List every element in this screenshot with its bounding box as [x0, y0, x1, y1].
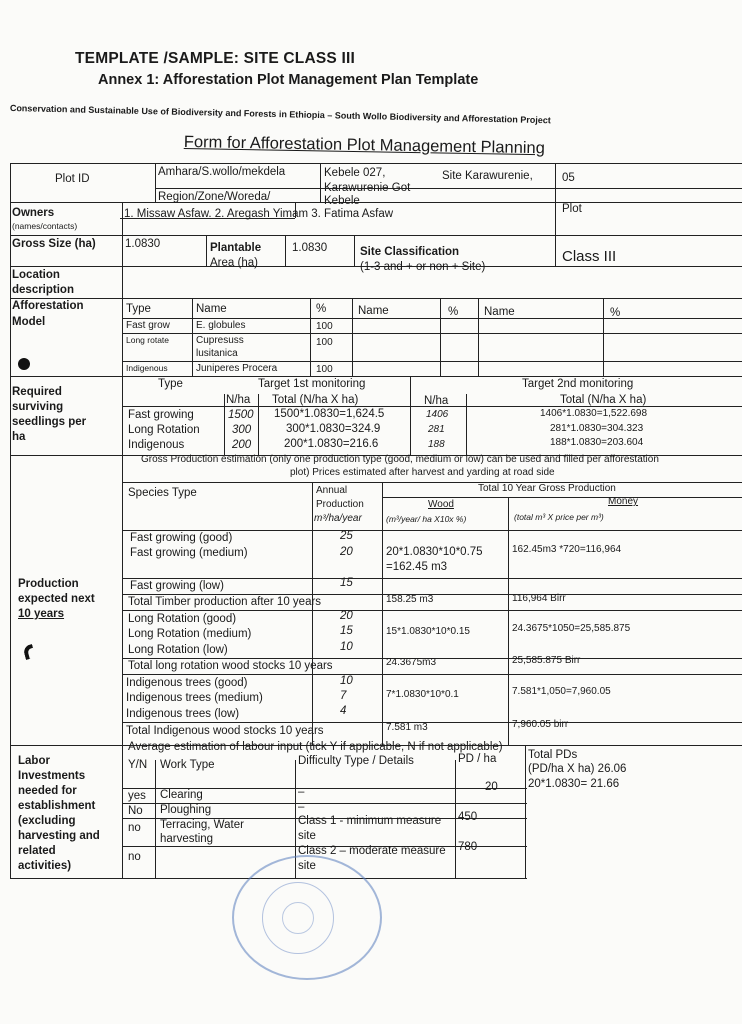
- production-row-money: 25,585.875 Birr: [512, 655, 581, 666]
- model-label: Afforestation: [12, 300, 84, 312]
- production-row-species: Long Rotation (medium): [128, 628, 252, 640]
- rule: [555, 235, 556, 266]
- production-row-annual: 20: [340, 610, 353, 622]
- production-row-money: 7.581*1,050=7,960.05: [512, 686, 611, 697]
- seedlings-row-t2: 1406*1.0830=1,522.698: [540, 408, 648, 419]
- seedlings-row-t1: 1500*1.0830=1,624.5: [274, 408, 385, 420]
- production-row-species: Fast growing (low): [130, 580, 224, 592]
- rule: [122, 361, 742, 362]
- rule: [525, 745, 526, 878]
- annex-heading: Annex 1: Afforestation Plot Management Plan Template: [98, 72, 479, 88]
- production-row-species: Total long rotation wood stocks 10 years: [128, 660, 333, 672]
- production-row-wood: 158.25 m3: [386, 594, 434, 605]
- seedlings-row-t2: 188*1.0830=203.604: [550, 437, 644, 448]
- labor-row-difficulty: –: [298, 801, 305, 813]
- wood-header: Wood: [428, 499, 454, 510]
- production-row-wood: 24.3675m3: [386, 657, 437, 668]
- seedlings-row-type: Long Rotation: [128, 424, 200, 436]
- model-label-2: Model: [12, 316, 46, 328]
- region-label: Region/Zone/Woreda/: [158, 191, 271, 203]
- seedlings-label: Required: [12, 386, 62, 398]
- seedlings-row-n2: 281: [428, 424, 445, 435]
- labor-label-8: activities): [18, 860, 72, 872]
- production-row-annual: 15: [340, 625, 353, 637]
- model-row-type: Indigenous: [126, 363, 168, 373]
- kebele-value-2: Karawurenie Got: [324, 182, 411, 194]
- labor-note: Average estimation of labour input (tick Y if applicable, N if not applicable): [128, 741, 503, 753]
- owners-value: 1. Missaw Asfaw. 2. Aregash Yimam 3. Fatima Asfaw: [124, 208, 394, 220]
- labor-row-difficulty: –: [298, 786, 305, 798]
- production-row-annual: 10: [340, 641, 353, 653]
- rule: [382, 497, 742, 498]
- location-label-2: description: [12, 284, 74, 296]
- rule: [320, 163, 321, 202]
- location-label: Location: [12, 269, 60, 281]
- model-col-type: Type: [126, 303, 151, 315]
- labor-label-6: harvesting and: [18, 830, 100, 842]
- production-row-money: 162.45m3 *720=116,964: [512, 544, 622, 555]
- labor-row-yn: No: [128, 805, 143, 817]
- production-row-species: Fast growing (good): [130, 532, 233, 544]
- seedlings-total2-header: Total (N/ha X ha): [560, 394, 647, 406]
- labor-total-header-2: (PD/ha X ha) 26.06: [528, 763, 627, 775]
- rule: [310, 298, 311, 376]
- production-row-annual: 4: [340, 705, 347, 717]
- gross-size-label: Gross Size (ha): [12, 238, 96, 250]
- labor-yn-header: Y/N: [128, 759, 148, 771]
- seedlings-row-n1: 300: [232, 424, 252, 436]
- form-title: Form for Afforestation Plot Management Planning: [183, 133, 546, 158]
- rule: [122, 722, 742, 723]
- seedlings-row-type: Indigenous: [128, 439, 185, 451]
- seedlings-row-t1: 300*1.0830=324.9: [286, 423, 381, 435]
- labor-label-7: related: [18, 845, 56, 857]
- seedlings-nha-header-2: N/ha: [424, 395, 449, 407]
- owners-label: Owners: [12, 207, 55, 219]
- production-row-wood: 15*1.0830*10*0.15: [386, 626, 470, 637]
- rule: [352, 298, 353, 376]
- rule: [455, 760, 456, 878]
- project-title: Conservation and Sustainable Use of Biodiversity and Forests in Ethiopia – South Wollo Biodiversity and Afforestation Project: [9, 103, 551, 126]
- production-row-species: Long Rotation (low): [128, 644, 228, 656]
- pen-mark: [22, 644, 35, 660]
- rule: [155, 163, 156, 202]
- labor-difficulty-header: Difficulty Type / Details: [298, 755, 414, 767]
- rule: [224, 394, 225, 455]
- seedlings-label-2: surviving: [12, 401, 64, 413]
- kebele-value: Kebele 027,: [324, 167, 386, 179]
- seedlings-row-n2: 188: [428, 439, 445, 450]
- labor-row-difficulty-2: site: [298, 830, 316, 842]
- rule: [122, 674, 742, 675]
- model-row-name: E. globules: [196, 320, 246, 331]
- plot-value: 05: [562, 172, 575, 184]
- seedlings-row-n1: 1500: [228, 409, 254, 421]
- model-col-name: Name: [196, 303, 227, 315]
- money-sub: (total m³ X price per m³): [514, 512, 604, 522]
- seedlings-row-t1: 200*1.0830=216.6: [284, 438, 379, 450]
- rule: [354, 235, 355, 266]
- production-note: Gross Production estimation (only one production type (good, medium or low) can be used and filled per afforestation: [141, 454, 659, 465]
- model-row-pct: 100: [316, 364, 333, 375]
- rule: [192, 298, 193, 376]
- labor-row-work: Ploughing: [160, 804, 212, 816]
- punch-hole-mark: [18, 358, 30, 370]
- production-label-3: 10 years: [18, 608, 65, 620]
- rule: [122, 482, 742, 483]
- production-row-money: 116,964 Birr: [512, 593, 566, 604]
- plantable-label-2: Area (ha): [210, 257, 258, 269]
- seedlings-type-header: Type: [158, 378, 183, 390]
- rule: [10, 376, 742, 377]
- template-heading: TEMPLATE /SAMPLE: SITE CLASS III: [75, 50, 355, 67]
- plot-id-label: Plot ID: [55, 173, 90, 185]
- money-header: Money: [608, 496, 639, 507]
- production-row-money: 7,960.05 birr: [512, 719, 569, 730]
- plot-label: Plot: [562, 203, 582, 215]
- gross-production-header: Total 10 Year Gross Production: [478, 483, 616, 494]
- rule: [206, 235, 207, 266]
- model-col-name-2: Name: [358, 305, 389, 317]
- stamp-emblem: [282, 902, 314, 934]
- model-row-type: Long rotate: [126, 335, 170, 345]
- site-class-label: Site Classification: [360, 246, 460, 258]
- labor-row-difficulty: Class 2 – moderate measure: [298, 845, 446, 857]
- production-row-annual: 15: [340, 577, 353, 589]
- model-col-pct-3: %: [610, 307, 621, 319]
- production-row-species: Long Rotation (good): [128, 613, 237, 625]
- production-row-species: Indigenous trees (medium): [126, 692, 263, 704]
- rule: [10, 298, 742, 299]
- rule: [155, 760, 156, 878]
- species-type-header: Species Type: [128, 487, 197, 499]
- rule: [285, 235, 286, 266]
- rule: [155, 188, 742, 189]
- rule: [10, 202, 742, 203]
- seedlings-row-type: Fast growing: [128, 409, 194, 421]
- seedlings-first-header: Target 1st monitoring: [258, 378, 366, 390]
- labor-row-difficulty-2: site: [298, 860, 316, 872]
- seedlings-row-t2: 281*1.0830=304.323: [550, 423, 644, 434]
- annual-header-2: Production: [316, 499, 364, 510]
- rule: [122, 530, 742, 531]
- labor-label-3: needed for: [18, 785, 77, 797]
- production-row-annual: 10: [340, 675, 353, 687]
- labor-total-header: Total PDs: [528, 749, 578, 761]
- production-row-annual: 7: [340, 690, 347, 702]
- rule: [10, 163, 11, 878]
- labor-row-total: 20*1.0830= 21.66: [528, 778, 620, 790]
- rule: [555, 163, 556, 235]
- labor-row-yn: no: [128, 822, 141, 834]
- rule: [10, 235, 742, 236]
- rule: [122, 202, 123, 878]
- production-row-wood-2: =162.45 m3: [386, 561, 448, 573]
- labor-pd-header: PD / ha: [458, 753, 497, 765]
- rule: [312, 482, 313, 745]
- labor-label-4: establishment: [18, 800, 96, 812]
- seedlings-label-3: seedlings per: [12, 416, 87, 428]
- labor-row-yn: yes: [128, 790, 146, 802]
- production-note-2: plot) Prices estimated after harvest and yarding at road side: [290, 467, 555, 478]
- rule: [466, 394, 467, 455]
- rule: [603, 298, 604, 376]
- model-row-type: Fast grow: [126, 320, 170, 331]
- seedlings-row-n1: 200: [232, 439, 252, 451]
- labor-row-work: Terracing, Water: [160, 819, 244, 831]
- production-label-2: expected next: [18, 593, 95, 605]
- labor-row-pd: 20: [485, 781, 498, 793]
- model-row-pct: 100: [316, 337, 333, 348]
- rule: [410, 376, 411, 455]
- annual-header: Annual: [316, 485, 348, 496]
- production-row-wood: 7*1.0830*10*0.1: [386, 689, 459, 700]
- rule: [122, 578, 742, 579]
- labor-label-2: Investments: [18, 770, 86, 782]
- rule: [508, 497, 509, 745]
- site-value: Site Karawurenie,: [442, 170, 533, 182]
- rule: [382, 482, 383, 745]
- wood-sub: (m³/year/ ha X10x %): [386, 514, 467, 524]
- seedlings-nha-header: N/ha: [226, 394, 251, 406]
- production-row-species: Total Timber production after 10 years: [128, 596, 322, 608]
- model-col-name-3: Name: [484, 306, 515, 318]
- rule: [122, 610, 742, 611]
- rule: [440, 298, 441, 376]
- labor-label-5: (excluding: [18, 815, 76, 827]
- seedlings-row-n2: 1406: [426, 409, 449, 420]
- owners-sublabel: (names/contacts): [12, 221, 78, 231]
- production-row-wood: 20*1.0830*10*0.75: [386, 546, 483, 558]
- production-label: Production: [18, 578, 79, 590]
- rule: [122, 333, 742, 334]
- plantable-value: 1.0830: [292, 242, 328, 254]
- gross-size-value: 1.0830: [125, 238, 161, 250]
- rule: [258, 394, 259, 455]
- rule: [122, 318, 742, 319]
- labor-row-pd: 780: [458, 841, 478, 853]
- production-row-species: Total Indigenous wood stocks 10 years: [126, 725, 324, 737]
- seedlings-total1-header: Total (N/ha X ha): [272, 394, 359, 406]
- labor-row-yn: no: [128, 851, 141, 863]
- production-row-species: Indigenous trees (good): [126, 677, 248, 689]
- rule: [10, 163, 742, 164]
- production-row-annual: 25: [340, 530, 353, 542]
- production-row-wood: 7.581 m3: [386, 722, 428, 733]
- production-row-species: Fast growing (medium): [130, 547, 248, 559]
- region-value: Amhara/S.wollo/mekdela: [158, 166, 286, 178]
- labor-row-difficulty: Class 1 - minimum measure: [298, 815, 442, 827]
- seedlings-second-header: Target 2nd monitoring: [522, 378, 634, 390]
- model-row-name-2: lusitanica: [196, 348, 238, 359]
- production-row-species: Indigenous trees (low): [126, 708, 240, 720]
- labor-row-work-2: harvesting: [160, 833, 214, 845]
- labor-row-pd: 450: [458, 811, 478, 823]
- model-row-pct: 100: [316, 321, 333, 332]
- annual-header-3: m³/ha/year: [314, 513, 362, 524]
- model-row-name: Juniperes Procera: [196, 363, 278, 374]
- model-col-pct: %: [316, 303, 327, 315]
- site-class-value: Class III: [562, 248, 617, 265]
- production-row-annual: 20: [340, 546, 353, 558]
- model-col-pct-2: %: [448, 306, 459, 318]
- kebele-label: Kebele: [324, 195, 360, 207]
- plantable-label: Plantable: [210, 242, 262, 254]
- rule: [478, 298, 479, 376]
- site-class-sublabel: (1-3 and + or non + Site): [360, 261, 486, 273]
- model-row-name: Cupresuss: [196, 335, 244, 346]
- seedlings-label-4: ha: [12, 431, 26, 443]
- labor-row-work: Clearing: [160, 789, 203, 801]
- labor-work-header: Work Type: [160, 759, 215, 771]
- production-row-money: 24.3675*1050=25,585.875: [512, 623, 631, 634]
- labor-label: Labor: [18, 755, 50, 767]
